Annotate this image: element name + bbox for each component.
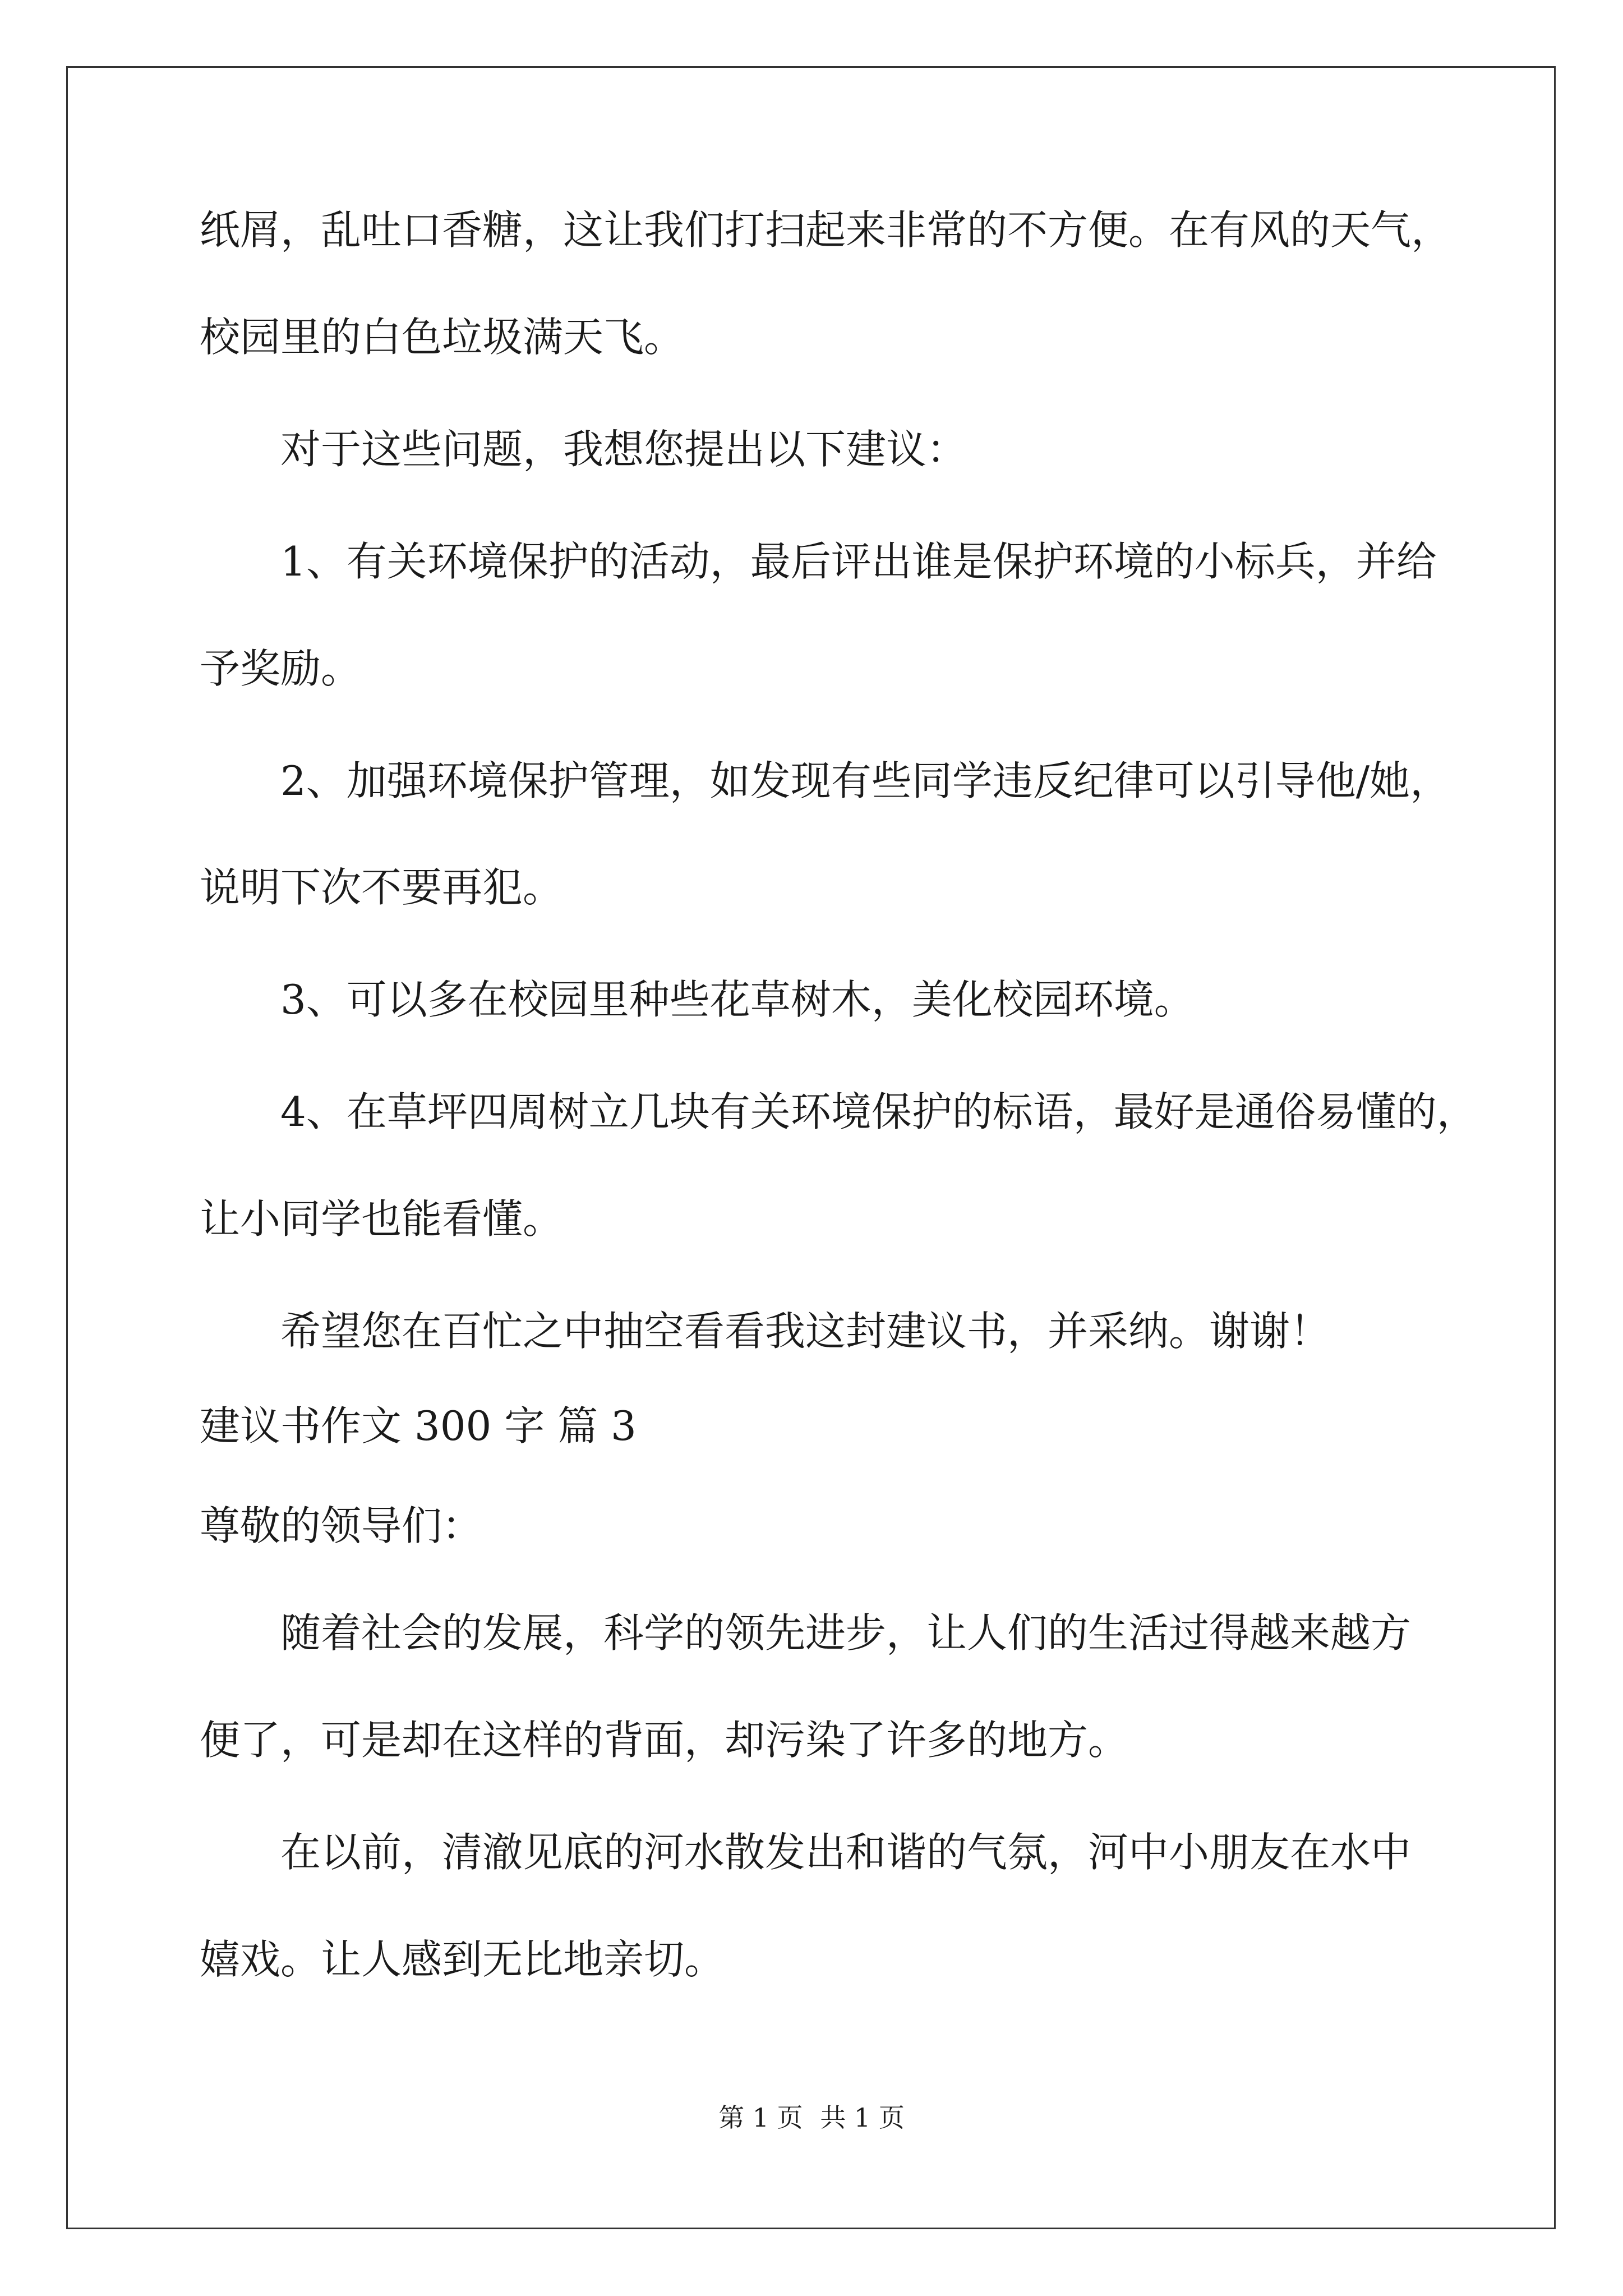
paragraph-line: 嬉戏。让人感到无比地亲切。: [200, 1936, 725, 1983]
paragraph-line: 让小同学也能看懂。: [200, 1195, 564, 1243]
paragraph-line: 4、在草坪四周树立几块有关环境保护的标语，最好是通俗易懂的，: [280, 1088, 1477, 1135]
paragraph-line: 在以前，清澈见底的河水散发出和谐的气氛，河中小朋友在水中: [280, 1829, 1412, 1876]
page-frame: [66, 66, 1556, 2229]
paragraph-line: 便了，可是却在这样的背面，却污染了许多的地方。: [200, 1717, 1129, 1764]
paragraph-line: 2、加强环境保护管理，如发现有些同学违反纪律可以引导他/她，: [280, 757, 1451, 804]
paragraph-line: 3、可以多在校园里种些花草树木，美化校园环境。: [280, 976, 1195, 1023]
paragraph-line: 说明下次不要再犯。: [200, 864, 564, 911]
page-number: 第 1 页: [718, 2102, 803, 2133]
paragraph-line: 随着社会的发展，科学的领先进步，让人们的生活过得越来越方: [280, 1609, 1412, 1657]
paragraph-line: 纸屑，乱吐口香糖，这让我们打扫起来非常的不方便。在有风的天气，: [200, 206, 1452, 254]
salutation: 尊敬的领导们：: [200, 1502, 483, 1549]
paragraph-line: 希望您在百忙之中抽空看看我这封建议书，并采纳。谢谢！: [280, 1308, 1331, 1355]
page-total: 共 1 页: [820, 2102, 905, 2133]
paragraph-line: 校园里的白色垃圾满天飞。: [200, 314, 685, 361]
paragraph-line: 1、有关环境保护的活动，最后评出谁是保护环境的小标兵，并给: [280, 538, 1437, 585]
section-heading: 建议书作文 300 字 篇 3: [200, 1402, 637, 1450]
paragraph-line: 予奖励。: [200, 645, 362, 692]
page-footer: [0, 2101, 1623, 2134]
paragraph-line: 对于这些问题，我想您提出以下建议：: [280, 426, 967, 473]
